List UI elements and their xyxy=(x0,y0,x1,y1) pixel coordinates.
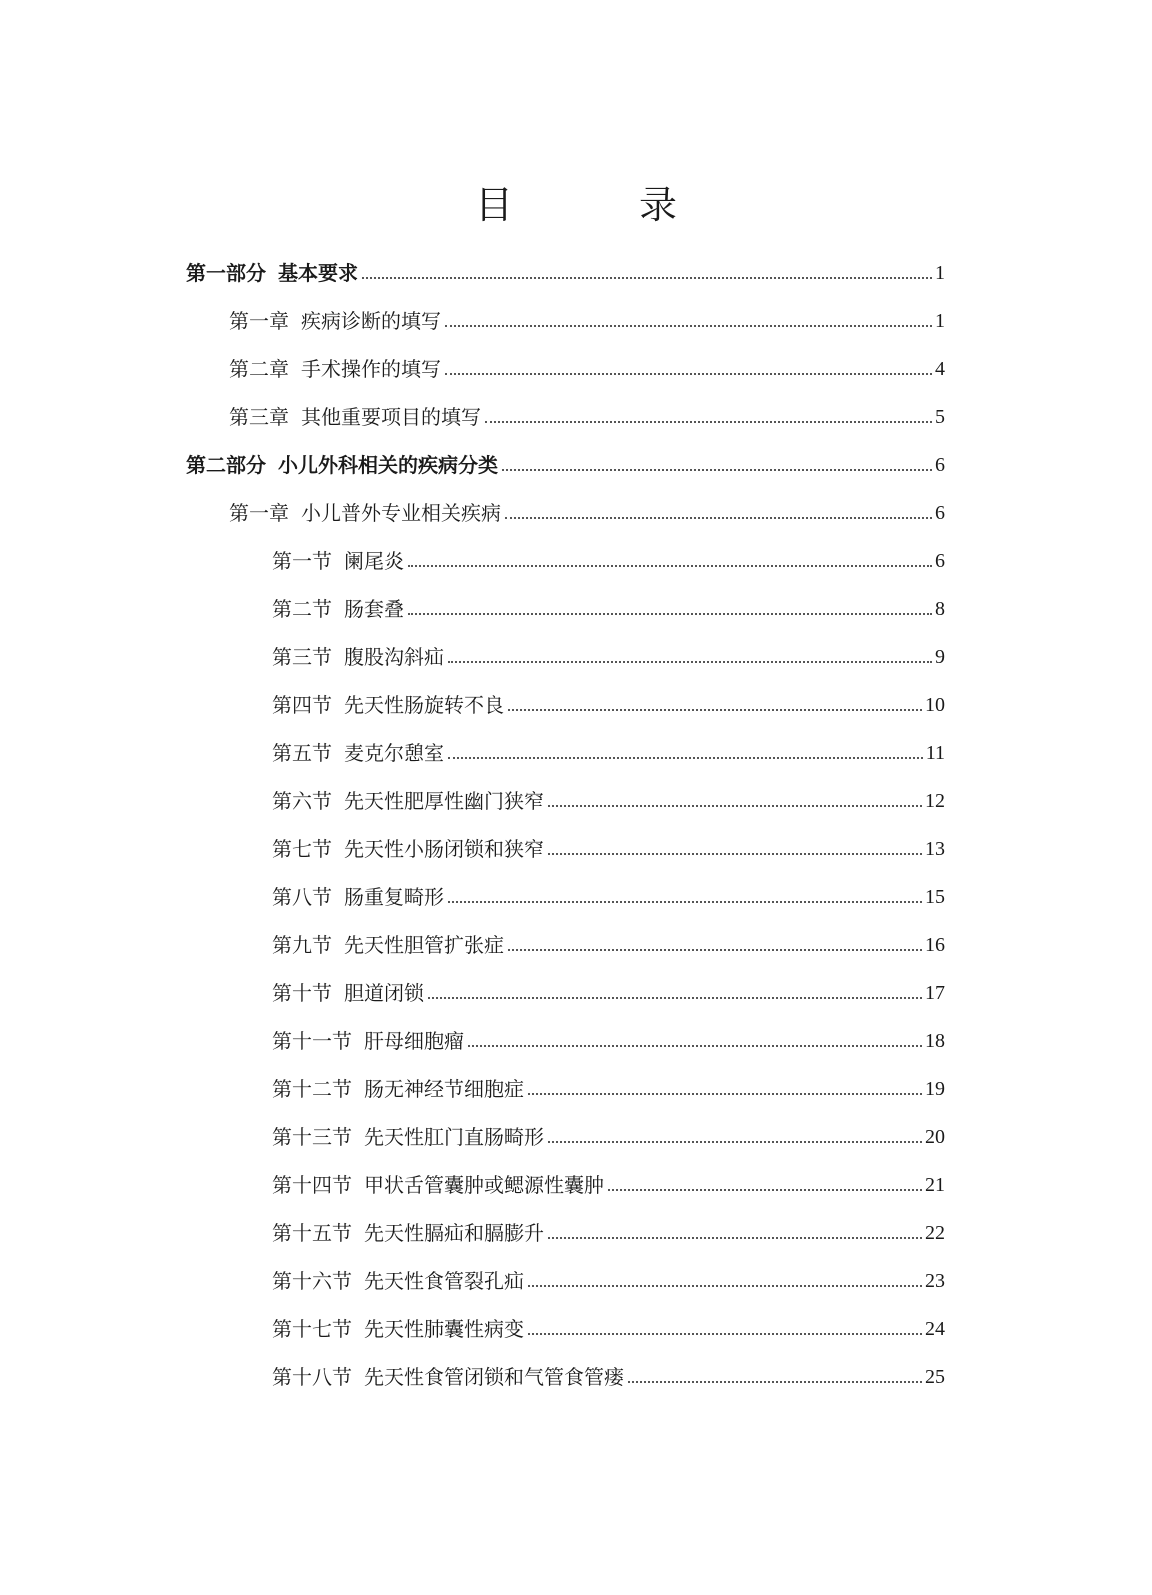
table-of-contents xyxy=(0,244,1152,1396)
dot-leader xyxy=(528,1285,922,1287)
toc-entry-number: 第十四节 xyxy=(272,1173,352,1197)
dot-leader xyxy=(468,1045,922,1047)
toc-entry-label xyxy=(272,1124,544,1150)
toc-entry[interactable] xyxy=(0,1156,1152,1204)
dot-leader xyxy=(445,373,932,375)
dot-leader xyxy=(528,1093,922,1095)
toc-entry[interactable] xyxy=(0,340,1152,388)
toc-entry[interactable] xyxy=(0,1012,1152,1060)
toc-entry-label xyxy=(229,500,501,526)
toc-entry-page-number: 6 xyxy=(935,502,945,524)
toc-entry-number: 第二章 xyxy=(229,357,289,381)
toc-entry[interactable] xyxy=(0,436,1152,484)
toc-entry-number: 第一节 xyxy=(272,549,332,573)
toc-entry-page-number: 24 xyxy=(925,1318,945,1340)
toc-entry-label xyxy=(229,308,441,334)
toc-entry-page-number: 25 xyxy=(925,1366,945,1388)
toc-entry-label xyxy=(272,884,444,910)
toc-entry-number: 第二部分 xyxy=(186,453,266,477)
toc-entry-number: 第十三节 xyxy=(272,1125,352,1149)
toc-entry-label xyxy=(272,548,404,574)
toc-entry-title: 先天性肥厚性幽门狭窄 xyxy=(344,789,544,813)
toc-entry-number: 第十二节 xyxy=(272,1077,352,1101)
toc-entry-page-number: 21 xyxy=(925,1174,945,1196)
toc-entry-label xyxy=(186,452,498,478)
dot-leader xyxy=(428,997,922,999)
dot-leader xyxy=(608,1189,922,1191)
toc-entry-number: 第十七节 xyxy=(272,1317,352,1341)
dot-leader xyxy=(548,805,922,807)
toc-entry[interactable] xyxy=(0,628,1152,676)
toc-entry-number: 第二节 xyxy=(272,597,332,621)
toc-entry[interactable] xyxy=(0,964,1152,1012)
toc-entry-page-number: 10 xyxy=(925,694,945,716)
toc-entry-title: 先天性胆管扩张症 xyxy=(344,933,504,957)
toc-entry-title: 甲状舌管囊肿或鳃源性囊肿 xyxy=(364,1173,604,1197)
toc-entry-title: 小儿外科相关的疾病分类 xyxy=(278,453,498,477)
toc-entry-title: 肝母细胞瘤 xyxy=(364,1029,464,1053)
dot-leader xyxy=(502,469,932,471)
toc-entry-number: 第十八节 xyxy=(272,1365,352,1389)
toc-entry-title: 手术操作的填写 xyxy=(301,357,441,381)
dot-leader xyxy=(628,1381,922,1383)
dot-leader xyxy=(408,613,932,615)
toc-entry-page-number: 8 xyxy=(935,598,945,620)
toc-entry[interactable] xyxy=(0,532,1152,580)
dot-leader xyxy=(548,1237,922,1239)
toc-entry-title: 先天性肛门直肠畸形 xyxy=(364,1125,544,1149)
toc-entry-page-number: 4 xyxy=(935,358,945,380)
toc-entry-label xyxy=(272,1076,524,1102)
toc-entry-number: 第十五节 xyxy=(272,1221,352,1245)
toc-entry-title: 先天性膈疝和膈膨升 xyxy=(364,1221,544,1245)
toc-entry-label xyxy=(272,788,544,814)
toc-entry-label xyxy=(272,1364,624,1390)
toc-entry-label xyxy=(272,1220,544,1246)
toc-entry-title: 基本要求 xyxy=(278,261,358,285)
toc-entry-page-number: 1 xyxy=(935,310,945,332)
toc-entry-number: 第十六节 xyxy=(272,1269,352,1293)
toc-entry-title: 胆道闭锁 xyxy=(344,981,424,1005)
toc-entry-title: 阑尾炎 xyxy=(344,549,404,573)
dot-leader xyxy=(448,757,923,759)
toc-entry-page-number: 6 xyxy=(935,550,945,572)
toc-entry-title: 腹股沟斜疝 xyxy=(344,645,444,669)
toc-entry[interactable] xyxy=(0,820,1152,868)
toc-entry-label xyxy=(272,1172,604,1198)
toc-entry-page-number: 15 xyxy=(925,886,945,908)
toc-entry-title: 其他重要项目的填写 xyxy=(301,405,481,429)
toc-entry-label xyxy=(272,644,444,670)
toc-entry-page-number: 13 xyxy=(925,838,945,860)
toc-entry-title: 先天性肠旋转不良 xyxy=(344,693,504,717)
toc-entry-number: 第十节 xyxy=(272,981,332,1005)
toc-entry-page-number: 17 xyxy=(925,982,945,1004)
toc-entry[interactable] xyxy=(0,244,1152,292)
page-title: 目 录 xyxy=(474,183,721,228)
toc-entry-title: 肠重复畸形 xyxy=(344,885,444,909)
toc-entry[interactable] xyxy=(0,1108,1152,1156)
toc-entry-page-number: 23 xyxy=(925,1270,945,1292)
toc-entry-page-number: 18 xyxy=(925,1030,945,1052)
toc-entry-label xyxy=(272,692,504,718)
toc-entry[interactable] xyxy=(0,724,1152,772)
toc-entry-number: 第一章 xyxy=(229,501,289,525)
toc-entry-title: 小儿普外专业相关疾病 xyxy=(301,501,501,525)
toc-entry-number: 第八节 xyxy=(272,885,332,909)
toc-entry[interactable] xyxy=(0,580,1152,628)
toc-entry-number: 第一章 xyxy=(229,309,289,333)
toc-entry-title: 先天性肺囊性病变 xyxy=(364,1317,524,1341)
dot-leader xyxy=(528,1333,922,1335)
toc-entry-number: 第四节 xyxy=(272,693,332,717)
toc-entry-label xyxy=(272,1028,464,1054)
toc-entry-label xyxy=(272,740,444,766)
toc-entry-number: 第十一节 xyxy=(272,1029,352,1053)
toc-entry-title: 麦克尔憩室 xyxy=(344,741,444,765)
toc-entry-number: 第一部分 xyxy=(186,261,266,285)
toc-entry-number: 第六节 xyxy=(272,789,332,813)
toc-entry-number: 第九节 xyxy=(272,933,332,957)
toc-entry[interactable] xyxy=(0,484,1152,532)
toc-entry-page-number: 12 xyxy=(925,790,945,812)
dot-leader xyxy=(548,1141,922,1143)
toc-entry-label xyxy=(186,260,358,286)
dot-leader xyxy=(485,421,932,423)
toc-entry[interactable] xyxy=(0,916,1152,964)
toc-entry-title: 肠套叠 xyxy=(344,597,404,621)
toc-entry[interactable] xyxy=(0,1252,1152,1300)
toc-entry-page-number: 1 xyxy=(935,262,945,284)
toc-entry-title: 疾病诊断的填写 xyxy=(301,309,441,333)
toc-entry-title: 先天性食管裂孔疝 xyxy=(364,1269,524,1293)
dot-leader xyxy=(408,565,932,567)
dot-leader xyxy=(448,661,932,663)
toc-entry[interactable] xyxy=(0,1348,1152,1396)
toc-entry[interactable] xyxy=(0,388,1152,436)
toc-entry[interactable] xyxy=(0,772,1152,820)
toc-entry-label xyxy=(229,404,481,430)
dot-leader xyxy=(508,949,922,951)
toc-entry-title: 先天性小肠闭锁和狭窄 xyxy=(344,837,544,861)
dot-leader xyxy=(362,277,932,279)
toc-entry-page-number: 11 xyxy=(925,742,945,764)
dot-leader xyxy=(448,901,922,903)
toc-entry-page-number: 6 xyxy=(935,454,945,476)
toc-entry-page-number: 5 xyxy=(935,406,945,428)
toc-entry-label xyxy=(272,596,404,622)
toc-entry-label xyxy=(272,932,504,958)
toc-entry[interactable] xyxy=(0,868,1152,916)
toc-entry-page-number: 22 xyxy=(925,1222,945,1244)
toc-entry-label xyxy=(272,1268,524,1294)
toc-entry-label xyxy=(272,836,544,862)
toc-entry-number: 第七节 xyxy=(272,837,332,861)
toc-entry-label xyxy=(272,980,424,1006)
toc-entry[interactable] xyxy=(0,1204,1152,1252)
toc-entry-page-number: 19 xyxy=(925,1078,945,1100)
dot-leader xyxy=(505,517,932,519)
toc-entry-page-number: 20 xyxy=(925,1126,945,1148)
toc-entry[interactable] xyxy=(0,1300,1152,1348)
toc-entry-title: 肠无神经节细胞症 xyxy=(364,1077,524,1101)
toc-entry-label xyxy=(229,356,441,382)
toc-entry[interactable] xyxy=(0,1060,1152,1108)
toc-entry-title: 先天性食管闭锁和气管食管瘘 xyxy=(364,1365,624,1389)
toc-entry[interactable] xyxy=(0,676,1152,724)
toc-entry-label xyxy=(272,1316,524,1342)
toc-entry-page-number: 16 xyxy=(925,934,945,956)
toc-entry-number: 第五节 xyxy=(272,741,332,765)
dot-leader xyxy=(548,853,922,855)
toc-entry[interactable] xyxy=(0,292,1152,340)
toc-entry-page-number: 9 xyxy=(935,646,945,668)
dot-leader xyxy=(445,325,932,327)
dot-leader xyxy=(508,709,922,711)
toc-entry-number: 第三节 xyxy=(272,645,332,669)
toc-entry-number: 第三章 xyxy=(229,405,289,429)
